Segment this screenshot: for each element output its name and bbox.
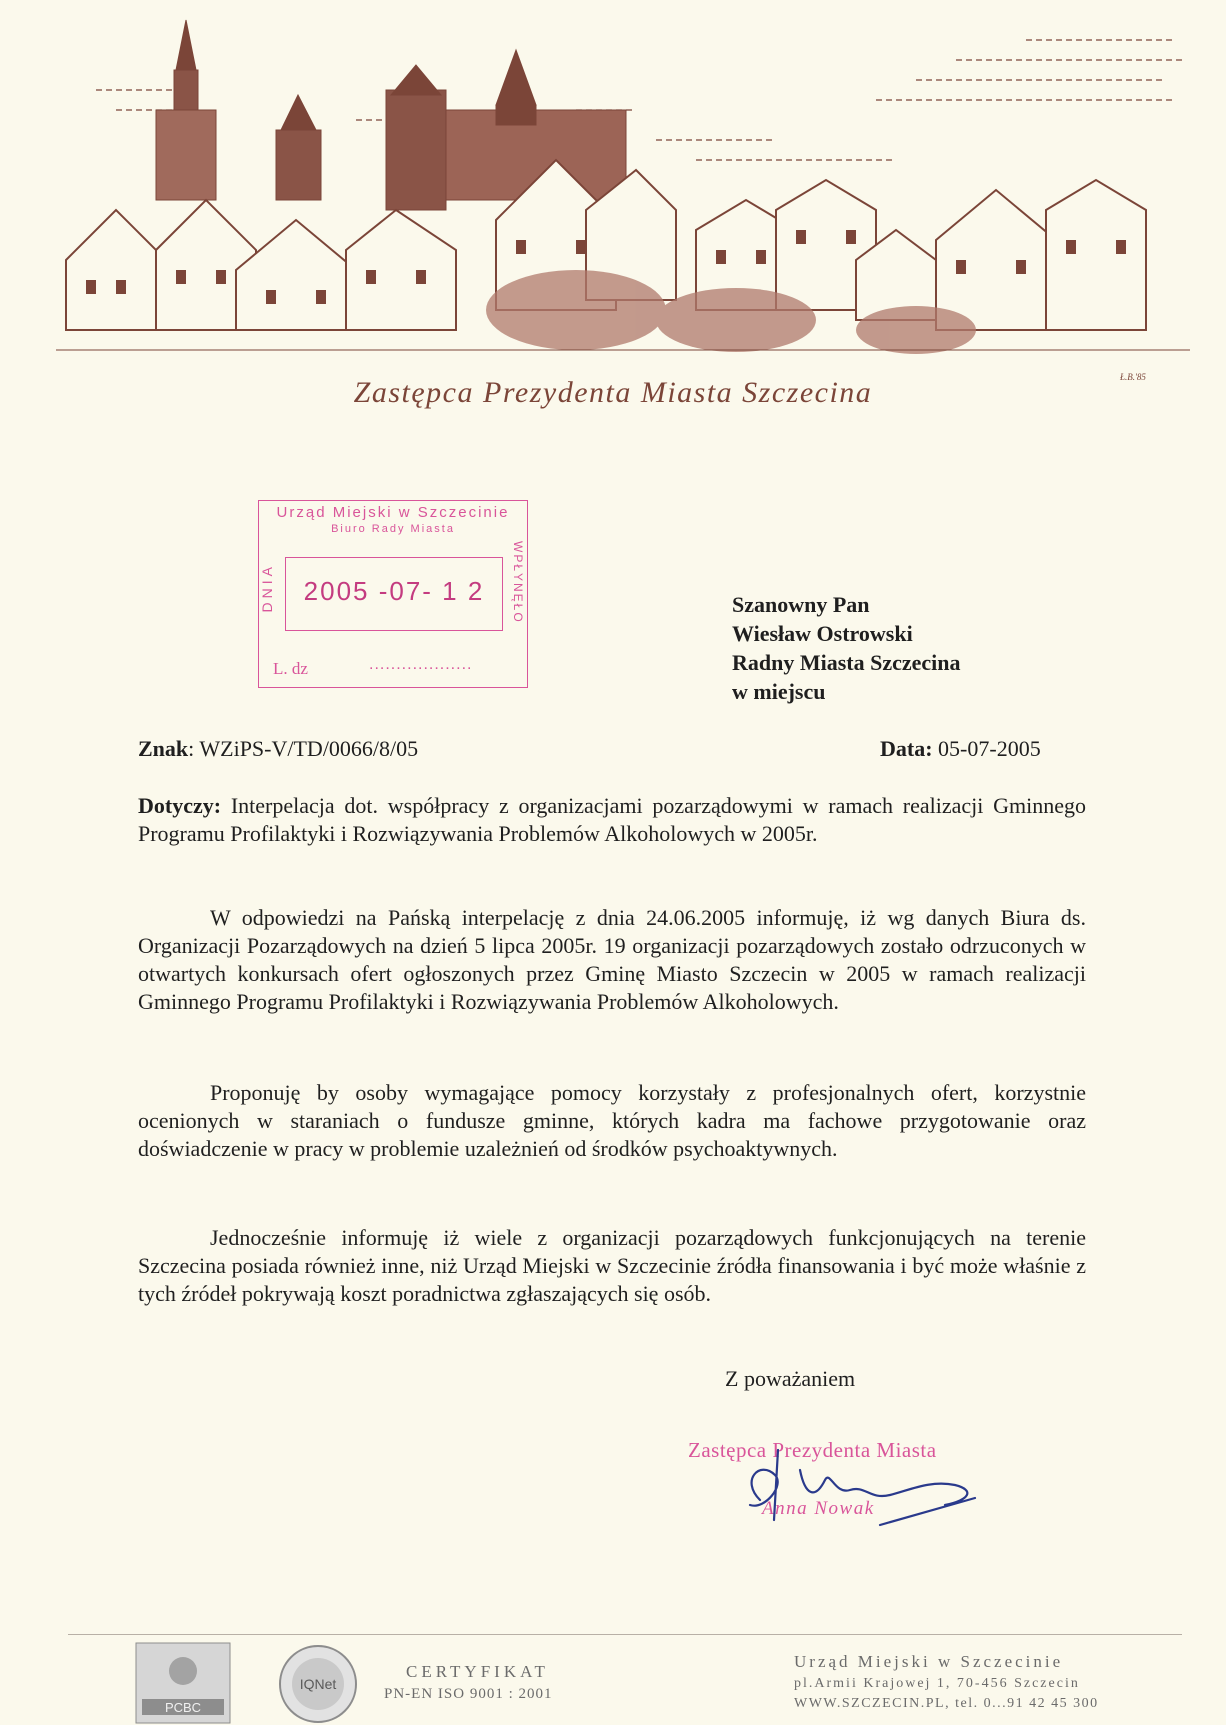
footer-divider	[68, 1634, 1182, 1635]
iqnet-certification-logo	[272, 1642, 364, 1725]
registration-stamp	[258, 500, 528, 688]
body-paragraph: Proponuję by osoby wymagające pomocy korzystały z profesjonalnych ofert, korzystnie ocenionych w staraniach o fundusze gminne, których kadra ma fachowe przygotowanie oraz doświadczenie w pracy w problemie uzależnień od środków psychoaktywnych.	[138, 1080, 1086, 1161]
reference-label: Znak	[138, 736, 189, 761]
stamp-ldz-label: L. dz	[273, 659, 308, 678]
subject-text: Interpelacja dot. współpracy z organizacjami pozarządowymi w ramach realizacji Gminnego Programu Profilaktyki i Rozwiązywania Problemów Alkoholowych w 2005r.	[138, 793, 1087, 846]
stamp-dnia-label: DNIA	[259, 563, 275, 613]
recipient-block	[732, 590, 961, 706]
certificate-title: CERTYFIKAT	[406, 1662, 549, 1681]
recipient-name: Wiesław Ostrowski	[732, 621, 913, 646]
date-value: 05-07-2005	[938, 736, 1041, 761]
city-skyline-illustration	[56, 10, 1190, 370]
footer-contact: WWW.SZCZECIN.PL, tel. 0...91 42 45 300	[794, 1696, 1099, 1711]
signature-stamp-name: Anna Nowak	[762, 1498, 875, 1519]
recipient-salutation: Szanowny Pan	[732, 592, 870, 617]
svg-text:IQNet: IQNet	[299, 1676, 337, 1692]
body-paragraph: Jednocześnie informuję iż wiele z organizacji pozarządowych funkcjonujących na terenie Szczecina posiada również inne, niż Urząd Miejski w Szczecinie źródła finansowania i być może właśnie z tych źródeł pokrywają koszt poradnictwa zgłaszających się osób.	[138, 1225, 1086, 1306]
footer-organization: Urząd Miejski w Szczecinie	[794, 1652, 1064, 1671]
reference-value: WZiPS-V/TD/0066/8/05	[199, 736, 419, 761]
recipient-location: w miejscu	[732, 679, 826, 704]
closing-salutation: Z poważaniem	[725, 1366, 856, 1391]
footer-address: pl.Armii Krajowej 1, 70-456 Szczecin	[794, 1676, 1080, 1691]
date-line	[880, 736, 1041, 762]
pcbc-certification-logo	[134, 1641, 232, 1725]
stamp-date-box	[285, 557, 503, 631]
recipient-title: Radny Miasta Szczecina	[732, 650, 961, 675]
stamp-date: 2005 -07- 1 2	[303, 576, 485, 606]
body-paragraph: W odpowiedzi na Pańską interpelację z dnia 24.06.2005 informuję, iż wg danych Biura ds. Organizacji Pozarządowych na dzień 5 lipca 2005r. 19 organizacji pozarządowych zostało odrzuconych w otwartych konkursach ofert ogłoszonych przez Gminę Miasto Szczecin w 2005 w ramach realizacji Gminnego Programu Profilaktyki i Rozwiązywania Problemów Alkoholowych.	[138, 905, 1086, 1014]
signature-stamp-title: Zastępca Prezydenta Miasta	[688, 1438, 937, 1462]
subject-line	[138, 792, 1086, 848]
office-title: Zastępca Prezydenta Miasta Szczecina	[353, 376, 873, 409]
reference-line: Znak: WZiPS-V/TD/0066/8/05	[138, 736, 419, 761]
artist-mark: Ł.B.'85	[1120, 372, 1146, 382]
handwritten-signature	[730, 1440, 990, 1530]
stamp-department: Biuro Rady Miasta	[331, 523, 455, 535]
stamp-org: Urząd Miejski w Szczecinie	[276, 504, 510, 521]
stamp-received-label: WPŁYNĘŁO	[511, 541, 525, 624]
svg-text:PCBC: PCBC	[164, 1700, 202, 1715]
subject-label: Dotyczy:	[138, 793, 222, 818]
stamp-ldz-dots: ...................	[369, 656, 473, 673]
certificate-standard: PN-EN ISO 9001 : 2001	[384, 1686, 553, 1702]
date-label: Data:	[880, 736, 933, 761]
